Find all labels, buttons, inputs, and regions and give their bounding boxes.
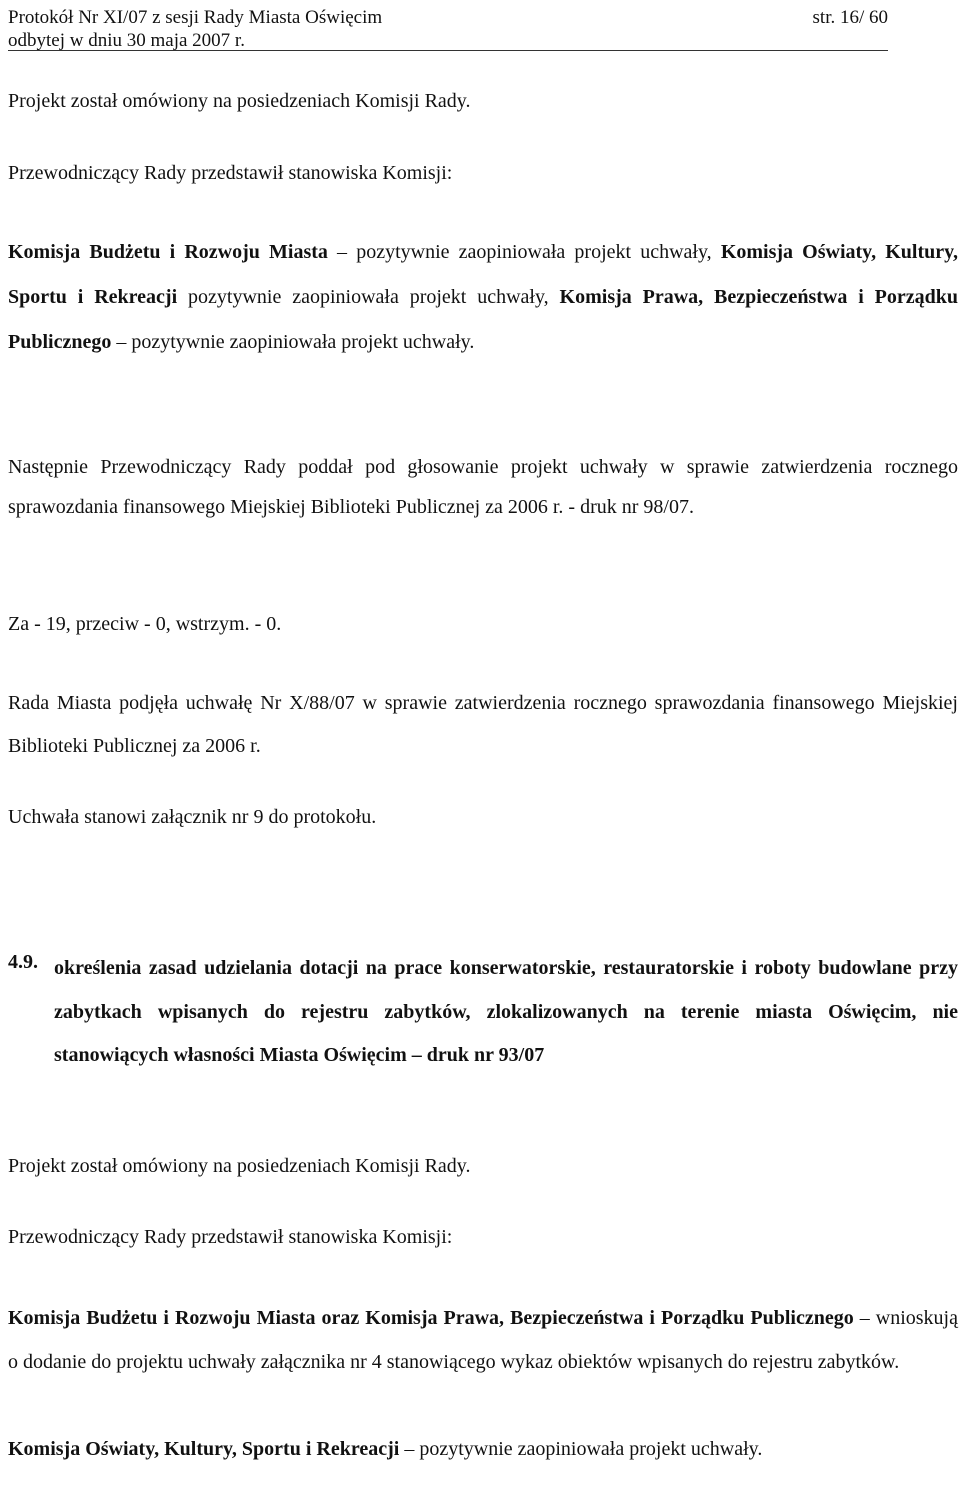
paragraph-committee-opinions <box>8 230 958 365</box>
page-header <box>8 6 888 51</box>
paragraph-discussed-2: Projekt został omówiony na posiedzeniach Komisji Rady. <box>8 1155 471 1177</box>
committee-budget-law: Komisja Budżetu i Rozwoju Miasta oraz Komisja Prawa, Bezpieczeństwa i Porządku Publicznego <box>8 1307 854 1329</box>
opinion-text: – pozytywnie zaopiniowała projekt uchwały, <box>327 241 721 263</box>
paragraph-chairman-presented: Przewodniczący Rady przedstawił stanowiska Komisji: <box>8 162 453 184</box>
paragraph-chairman-presented-2: Przewodniczący Rady przedstawił stanowiska Komisji: <box>8 1226 453 1248</box>
agenda-item-number: 4.9. <box>8 951 38 973</box>
opinion-text: pozytywnie zaopiniowała projekt uchwały, <box>177 286 560 308</box>
paragraph-committee-request <box>8 1296 958 1384</box>
opinion-text: – pozytywnie zaopiniowała projekt uchwały. <box>399 1438 763 1460</box>
page-number: str. 16/ 60 <box>812 7 888 28</box>
paragraph-vote-call: Następnie Przewodniczący Rady poddał pod głosowanie projekt uchwały w sprawie zatwierdzenia rocznego sprawozdania finansowego Miejskiej Biblioteki Publicznej za 2006 r. - druk nr 98/07. <box>8 456 958 518</box>
paragraph-discussed: Projekt został omówiony na posiedzeniach Komisji Rady. <box>8 90 471 112</box>
protocol-title: Protokół Nr XI/07 z sesji Rady Miasta Oświęcim <box>8 7 383 28</box>
session-date: odbytej w dniu 30 maja 2007 r. <box>8 30 245 51</box>
committee-law: Komisja Prawa, Bezpieczeństwa i Porządku Publicznego <box>8 286 958 353</box>
paragraph-resolution: Rada Miasta podjęła uchwałę Nr X/88/07 w sprawie zatwierdzenia rocznego sprawozdania finansowego Miejskiej Biblioteki Publicznej za 2006 r. <box>8 692 958 757</box>
committee-budget: Komisja Budżetu i Rozwoju Miasta <box>8 241 328 263</box>
opinion-text: – pozytywnie zaopiniowała projekt uchwały. <box>111 331 475 353</box>
committee-education-2: Komisja Oświaty, Kultury, Sportu i Rekreacji <box>8 1438 400 1460</box>
vote-result: Za - 19, przeciw - 0, wstrzym. - 0. <box>8 613 282 635</box>
committee-education: Komisja Oświaty, Kultury, Sportu i Rekreacji <box>8 241 959 308</box>
paragraph-education-opinion <box>8 1427 958 1471</box>
paragraph-attachment: Uchwała stanowi załącznik nr 9 do protokołu. <box>8 806 377 828</box>
agenda-item-title: określenia zasad udzielania dotacji na prace konserwatorskie, restauratorskie i roboty budowlane przy zabytkach wpisanych do rejestru zabytków, zlokalizowanych na terenie miasta Oświęcim, nie stanowiących własności Miasta Oświęcim – druk nr 93/07 <box>54 957 958 1066</box>
request-text: – wnioskują o dodanie do projektu uchwały załącznika nr 4 stanowiącego wykaz obiektów wpisanych do rejestru zabytków. <box>8 1307 958 1373</box>
